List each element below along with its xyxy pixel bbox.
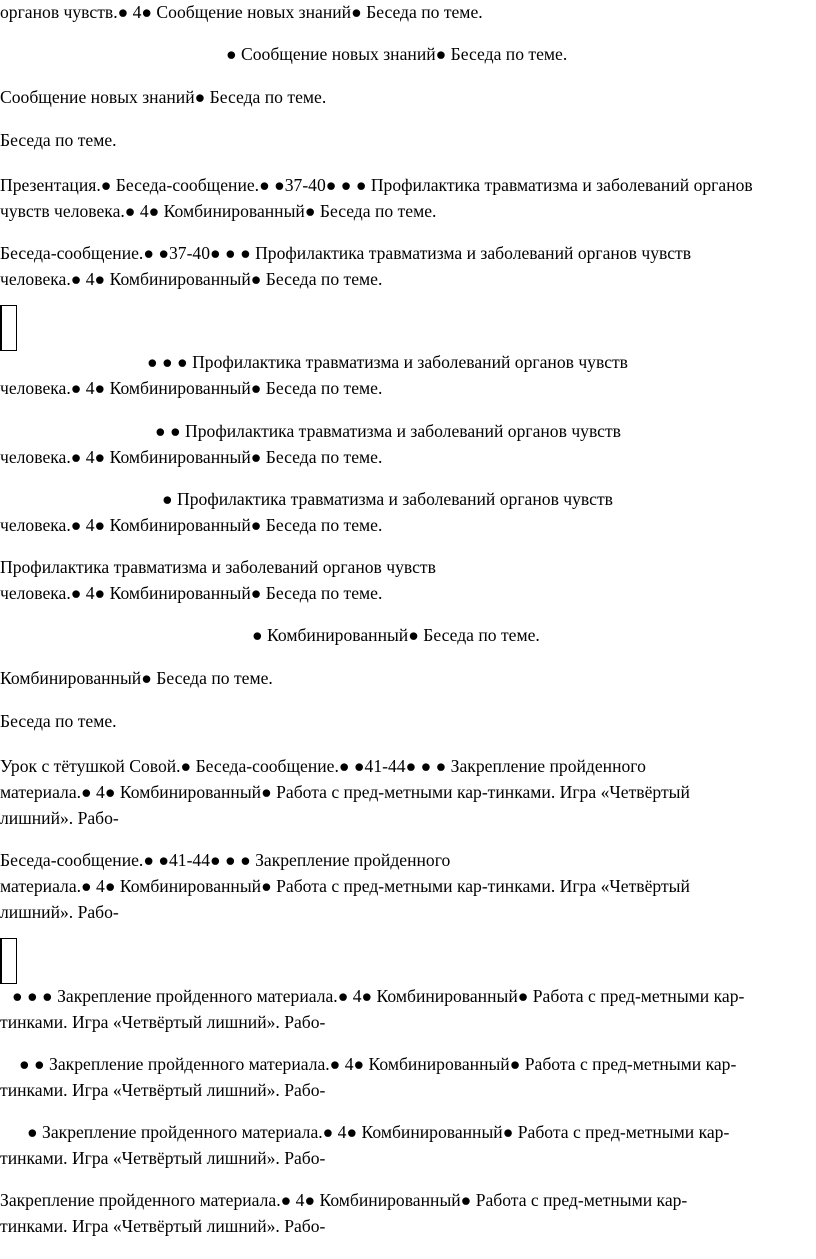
text-line: человека.● 4● Комбинированный● Беседа по теме. [0, 447, 383, 467]
text-line: тинками. Игра «Четвёртый лишний». Рабо- [0, 1012, 326, 1032]
text-line: ● Закрепление пройденного материала.● 4● Комбинированный● Работа с пред-метными кар- [27, 1122, 730, 1142]
text-line: Урок с тётушкой Совой.● Беседа-сообщение.● ●41-44● ● ● Закрепление пройденного [0, 756, 646, 776]
text-line: тинками. Игра «Четвёртый лишний». Рабо- [0, 1148, 326, 1168]
text-line: чувств человека.● 4● Комбинированный● Беседа по теме. [0, 201, 437, 221]
text-line: лишний». Рабо- [0, 902, 119, 922]
text-line: лишний». Рабо- [0, 808, 119, 828]
text-line: ● ● Закрепление пройденного материала.● 4● Комбинированный● Работа с пред-метными кар- [19, 1054, 737, 1074]
text-line: ● Профилактика травматизма и заболеваний органов чувств [162, 489, 613, 509]
text-line: органов чувств.● 4● Сообщение новых знаний● Беседа по теме. [0, 2, 483, 22]
text-line: человека.● 4● Комбинированный● Беседа по теме. [0, 378, 383, 398]
text-line: Беседа-сообщение.● ●37-40● ● ● Профилактика травматизма и заболеваний органов чувств [0, 243, 692, 263]
text-line: человека.● 4● Комбинированный● Беседа по теме. [0, 269, 383, 289]
text-line: ● ● ● Профилактика травматизма и заболеваний органов чувств [147, 352, 628, 372]
text-line: материала.● 4● Комбинированный● Работа с пред-метными кар-тинками. Игра «Четвёртый [0, 782, 690, 802]
text-line: человека.● 4● Комбинированный● Беседа по теме. [0, 515, 383, 535]
text-line: человека.● 4● Комбинированный● Беседа по теме. [0, 583, 383, 603]
text-line: ● Сообщение новых знаний● Беседа по теме. [226, 44, 568, 64]
text-line: ● ● Профилактика травматизма и заболеваний органов чувств [155, 421, 621, 441]
text-line: Презентация.● Беседа-сообщение.● ●37-40● ● ● Профилактика травматизма и заболеваний органов [0, 175, 753, 195]
text-line: ● ● ● Закрепление пройденного материала.● 4● Комбинированный● Работа с пред-метными кар- [12, 986, 745, 1006]
text-line: ● Комбинированный● Беседа по теме. [252, 625, 540, 645]
text-line: тинками. Игра «Четвёртый лишний». Рабо- [0, 1216, 326, 1236]
empty-cell-box [0, 938, 17, 984]
text-line: Беседа по теме. [0, 130, 117, 150]
text-line: Комбинированный● Беседа по теме. [0, 668, 273, 688]
text-line: Профилактика травматизма и заболеваний органов чувств [0, 557, 436, 577]
text-line: тинками. Игра «Четвёртый лишний». Рабо- [0, 1080, 326, 1100]
text-line: Беседа-сообщение.● ●41-44● ● ● Закрепление пройденного [0, 850, 451, 870]
empty-cell-box [0, 305, 17, 351]
text-line: Сообщение новых знаний● Беседа по теме. [0, 87, 327, 107]
text-line: материала.● 4● Комбинированный● Работа с пред-метными кар-тинками. Игра «Четвёртый [0, 876, 690, 896]
text-line: Закрепление пройденного материала.● 4● Комбинированный● Работа с пред-метными кар- [0, 1190, 688, 1210]
text-line: Беседа по теме. [0, 711, 117, 731]
